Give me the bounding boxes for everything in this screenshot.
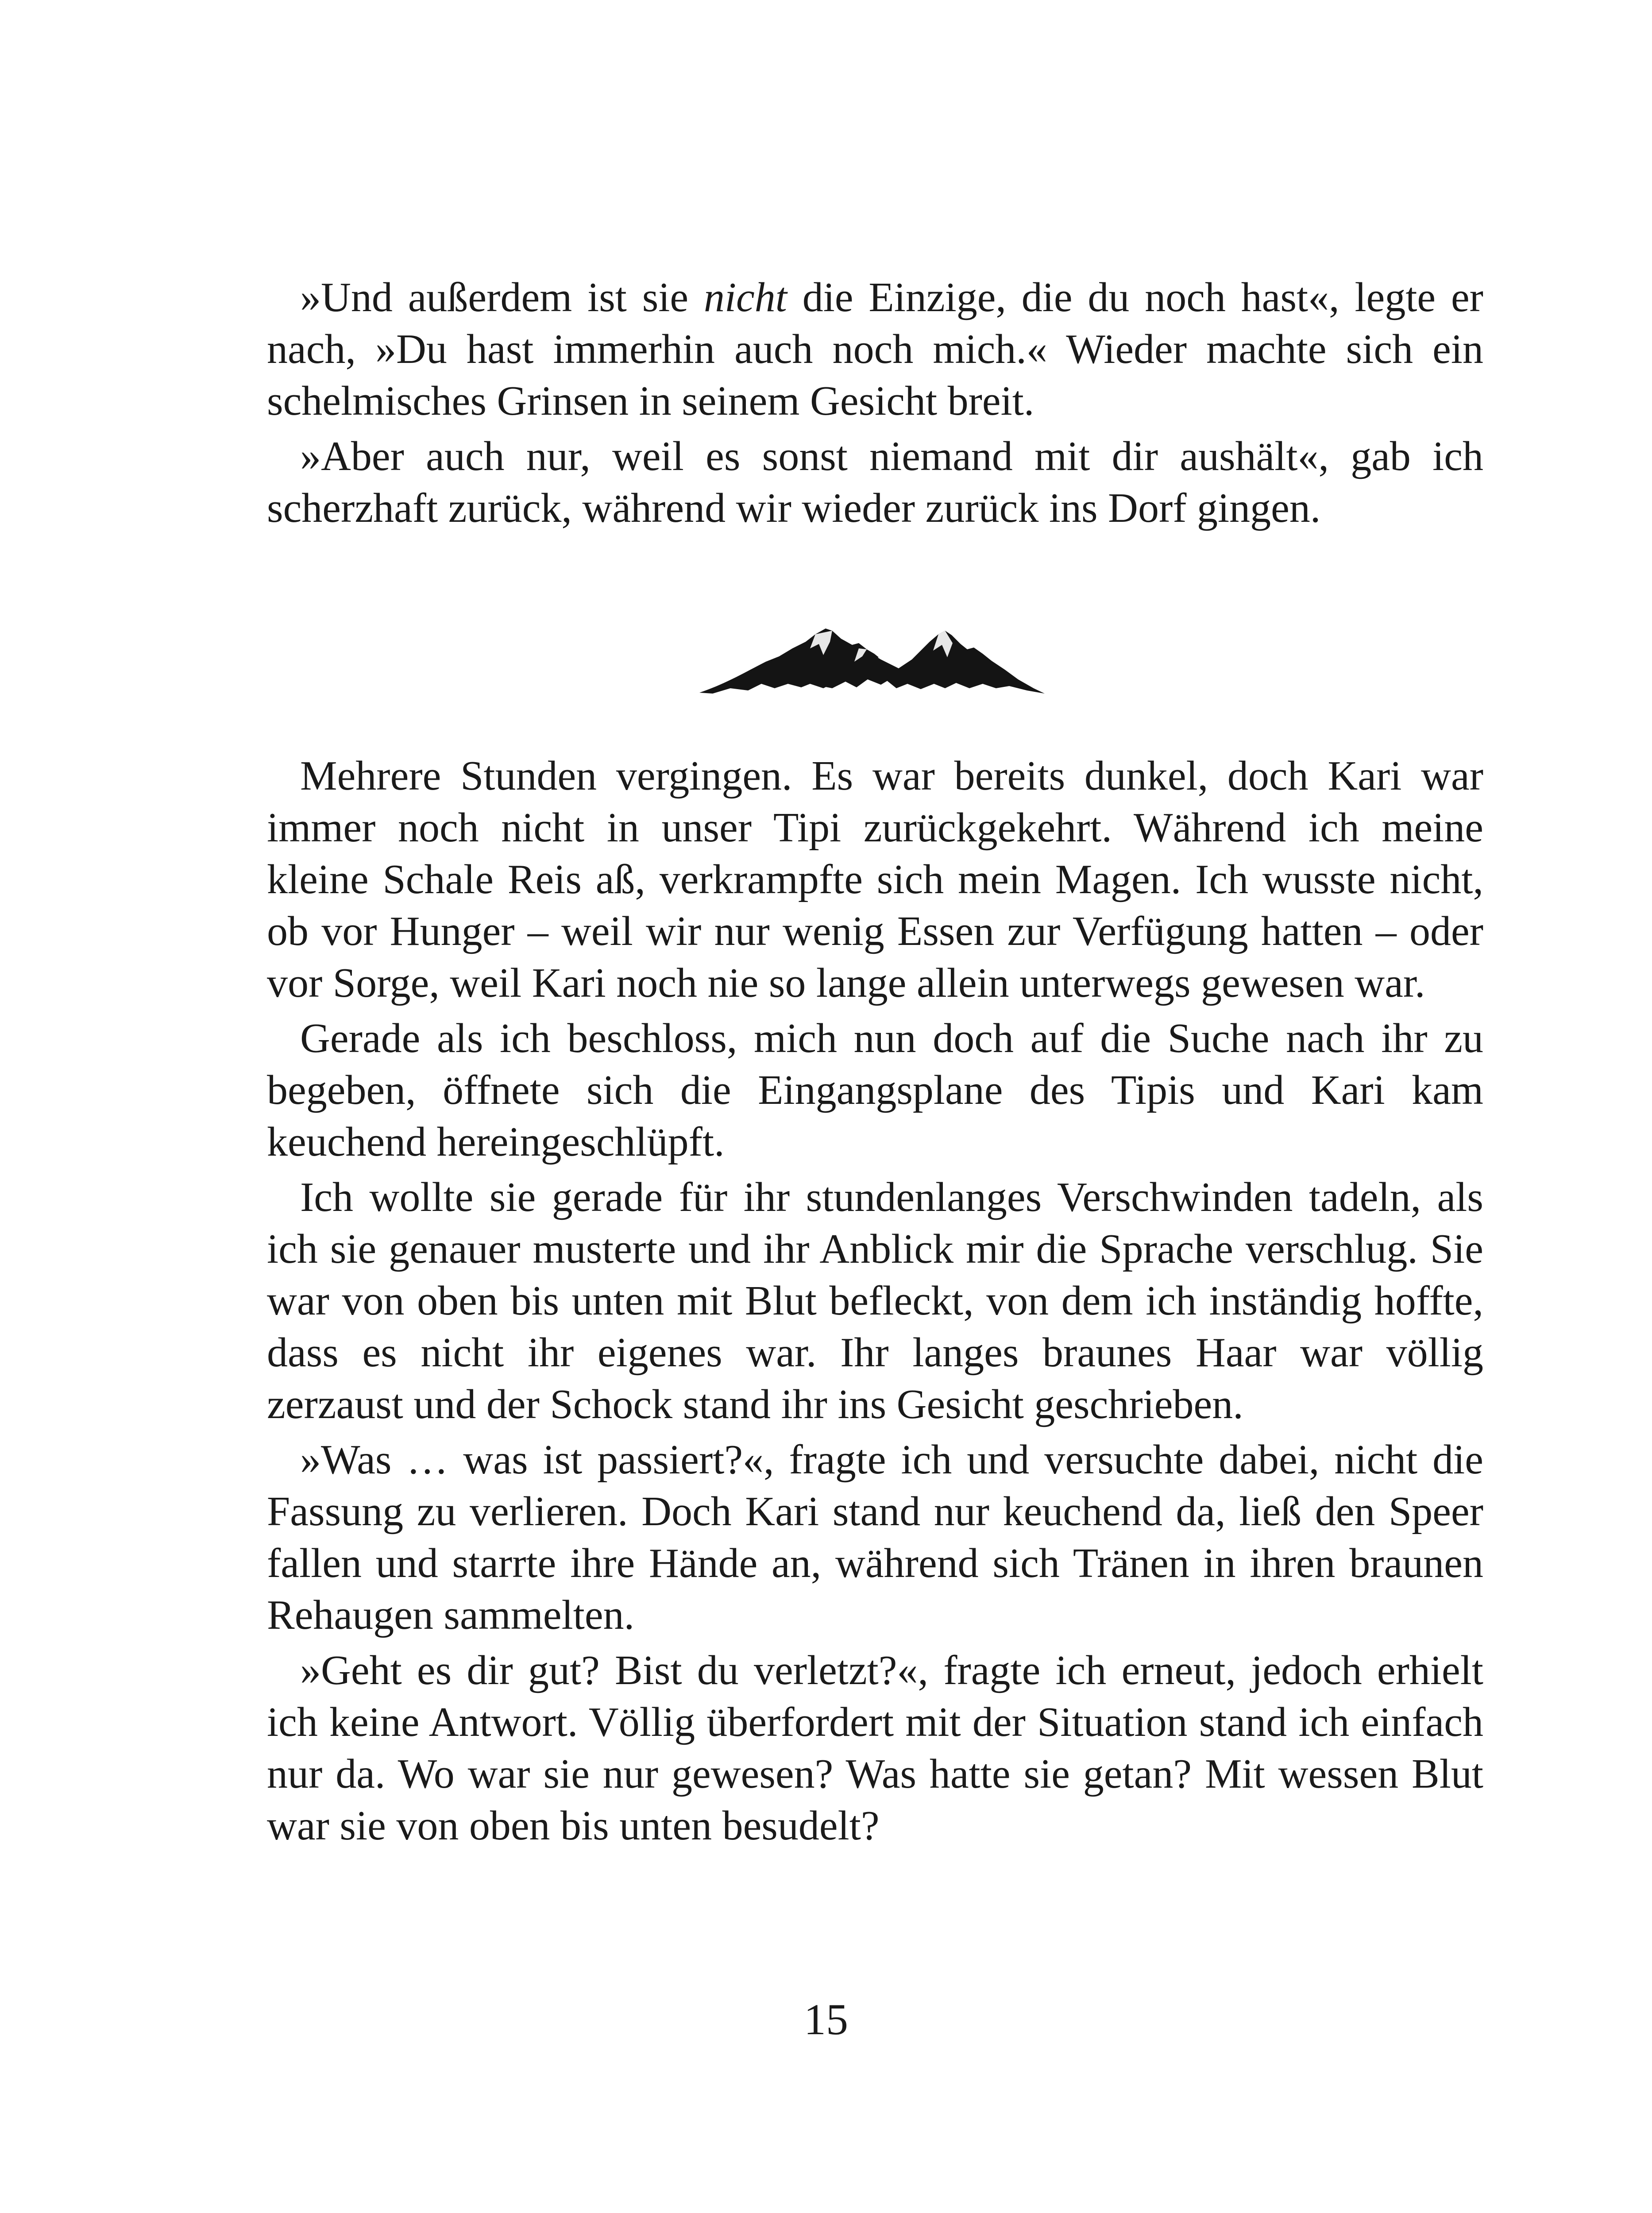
text-section-1 (267, 272, 1483, 538)
page-number: 15 (804, 1995, 848, 2044)
paragraph (267, 272, 1483, 427)
paragraph-text: »Und außerdem ist sie (300, 274, 704, 320)
text-section-2 (267, 750, 1483, 1855)
paragraph: »Geht es dir gut? Bist du verletzt?«, fragte ich erneut, jedoch erhielt ich keine Antwort. Völlig überfordert mit der Situation stand ich einfach nur da. Wo war sie nur gewesen? Was hatte sie getan? Mit wessen Blut war sie von oben bis unten besudelt? (267, 1647, 1483, 1849)
paragraph: Ich wollte sie gerade für ihr stundenlanges Verschwinden tadeln, als ich sie genauer musterte und ihr Anblick mir die Sprache verschlug. Sie war von oben bis unten mit Blut befleckt, von dem ich inständig hoffte, dass es nicht ihr eigenes war. Ihr langes braunes Haar war völlig zerzaust und der Schock stand ihr ins Gesicht geschrieben. (267, 1174, 1483, 1427)
paragraph: »Was … was ist passiert?«, fragte ich und versuchte dabei, nicht die Fassung zu verlieren. Doch Kari stand nur keuchend da, ließ den Speer fallen und starrte ihre Hände an, während sich Tränen in ihren braunen Rehaugen sammelten. (267, 1437, 1483, 1638)
paragraph: »Aber auch nur, weil es sonst niemand mit dir aushält«, gab ich scherzhaft zurück, während wir wieder zurück ins Dorf gingen. (267, 433, 1483, 531)
mountain-range-icon (699, 617, 1045, 695)
emphasized-word: nicht (703, 274, 787, 320)
paragraph-text: die Einzige, die du noch hast«, legte er nach, »Du hast immerhin auch noch mich.« Wieder machte sich ein schelmisches Grinsen in seinem Gesicht breit. (267, 274, 1483, 424)
paragraph: Mehrere Stunden vergingen. Es war bereits dunkel, doch Kari war immer noch nicht in unser Tipi zurückgekehrt. Während ich meine kleine Schale Reis aß, verkrampfte sich mein Magen. Ich wusste nicht, ob vor Hunger – weil wir nur wenig Essen zur Verfügung hatten – oder vor Sorge, weil Kari noch nie so lange allein unterwegs gewesen war. (267, 753, 1483, 1006)
paragraph: Gerade als ich beschloss, mich nun doch auf die Suche nach ihr zu begeben, öffnete sich die Eingangsplane des Tipis und Kari kam keuchend hereingeschlüpft. (267, 1015, 1483, 1165)
